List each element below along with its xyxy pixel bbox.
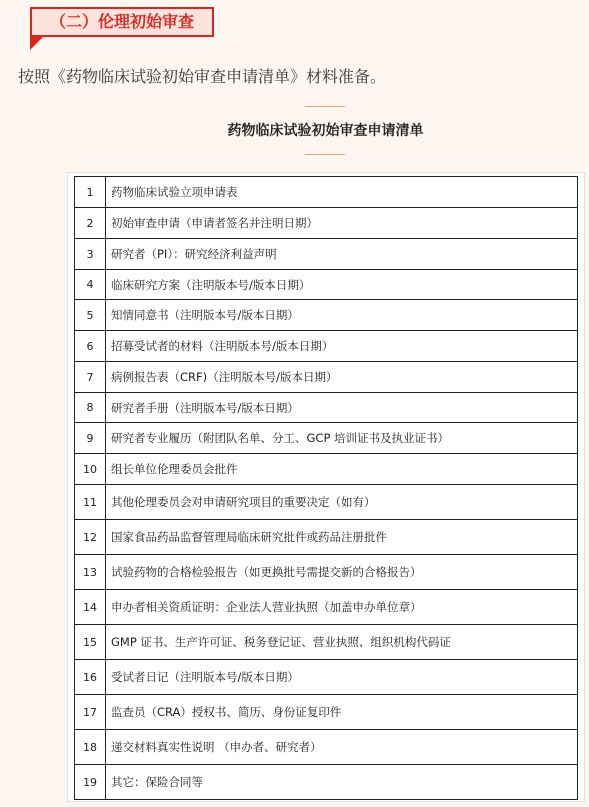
item-number: 17 — [75, 695, 106, 730]
list-title: 药物临床试验初始审查申请清单 — [227, 123, 424, 139]
item-text: 受试者日记（注明版本号/版本日期） — [106, 660, 578, 695]
table-row — [75, 660, 578, 695]
item-number: 19 — [75, 765, 106, 800]
item-number: 10 — [75, 454, 106, 485]
item-text: 其他伦理委员会对申请研究项目的重要决定（如有） — [106, 485, 578, 520]
table-row — [75, 239, 578, 270]
table-row — [75, 555, 578, 590]
item-text: 知情同意书（注明版本号/版本日期） — [106, 300, 578, 331]
item-number: 11 — [75, 485, 106, 520]
table-row — [75, 331, 578, 362]
item-text: 申办者相关资质证明：企业法人营业执照（加盖申办单位章） — [106, 590, 578, 625]
checklist-body — [75, 177, 578, 800]
table-row — [75, 765, 578, 800]
checklist-table — [74, 176, 578, 800]
item-text: 研究者专业履历（附团队名单、分工、GCP 培训证书及执业证书） — [106, 423, 578, 454]
table-row — [75, 454, 578, 485]
item-text: 其它：保险合同等 — [106, 765, 578, 800]
table-row — [75, 485, 578, 520]
table-row — [75, 300, 578, 331]
item-text: GMP 证书、生产许可证、税务登记证、营业执照、组织机构代码证 — [106, 625, 578, 660]
table-row — [75, 423, 578, 454]
item-number: 15 — [75, 625, 106, 660]
item-text: 初始审查申请（申请者签名并注明日期） — [106, 208, 578, 239]
section-heading-corner-decoration — [30, 37, 43, 50]
item-number: 16 — [75, 660, 106, 695]
item-text: 试验药物的合格检验报告（如更换批号需提交新的合格报告） — [106, 555, 578, 590]
item-text: 临床研究方案（注明版本号/版本日期） — [106, 270, 578, 300]
table-row — [75, 270, 578, 300]
item-number: 13 — [75, 555, 106, 590]
table-row — [75, 730, 578, 765]
item-number: 5 — [75, 300, 106, 331]
title-divider-top — [305, 106, 345, 107]
table-row — [75, 590, 578, 625]
item-number: 8 — [75, 393, 106, 423]
item-text: 研究者手册（注明版本号/版本日期） — [106, 393, 578, 423]
table-row — [75, 208, 578, 239]
item-text: 递交材料真实性说明 （申办者、研究者） — [106, 730, 578, 765]
item-number: 9 — [75, 423, 106, 454]
item-text: 国家食品药品监督管理局临床研究批件或药品注册批件 — [106, 520, 578, 555]
section-heading: （二）伦理初始审查 — [49, 12, 194, 31]
title-divider-bottom — [305, 154, 345, 155]
intro-text: 按照《药物临床试验初始审查申请清单》材料准备。 — [18, 67, 387, 86]
table-row — [75, 520, 578, 555]
item-number: 2 — [75, 208, 106, 239]
item-text: 病例报告表（CRF)（注明版本号/版本日期） — [106, 362, 578, 393]
item-number: 6 — [75, 331, 106, 362]
table-row — [75, 695, 578, 730]
item-text: 药物临床试验立项申请表 — [106, 177, 578, 208]
item-number: 14 — [75, 590, 106, 625]
item-text: 监查员（CRA）授权书、简历、身份证复印件 — [106, 695, 578, 730]
item-number: 7 — [75, 362, 106, 393]
table-row — [75, 393, 578, 423]
item-number: 4 — [75, 270, 106, 300]
item-number: 1 — [75, 177, 106, 208]
item-number: 3 — [75, 239, 106, 270]
table-row — [75, 625, 578, 660]
item-number: 12 — [75, 520, 106, 555]
section-heading-tag — [30, 7, 214, 37]
table-row — [75, 177, 578, 208]
item-text: 组长单位伦理委员会批件 — [106, 454, 578, 485]
item-text: 招募受试者的材料（注明版本号/版本日期） — [106, 331, 578, 362]
item-number: 18 — [75, 730, 106, 765]
table-row — [75, 362, 578, 393]
item-text: 研究者（PI）：研究经济利益声明 — [106, 239, 578, 270]
